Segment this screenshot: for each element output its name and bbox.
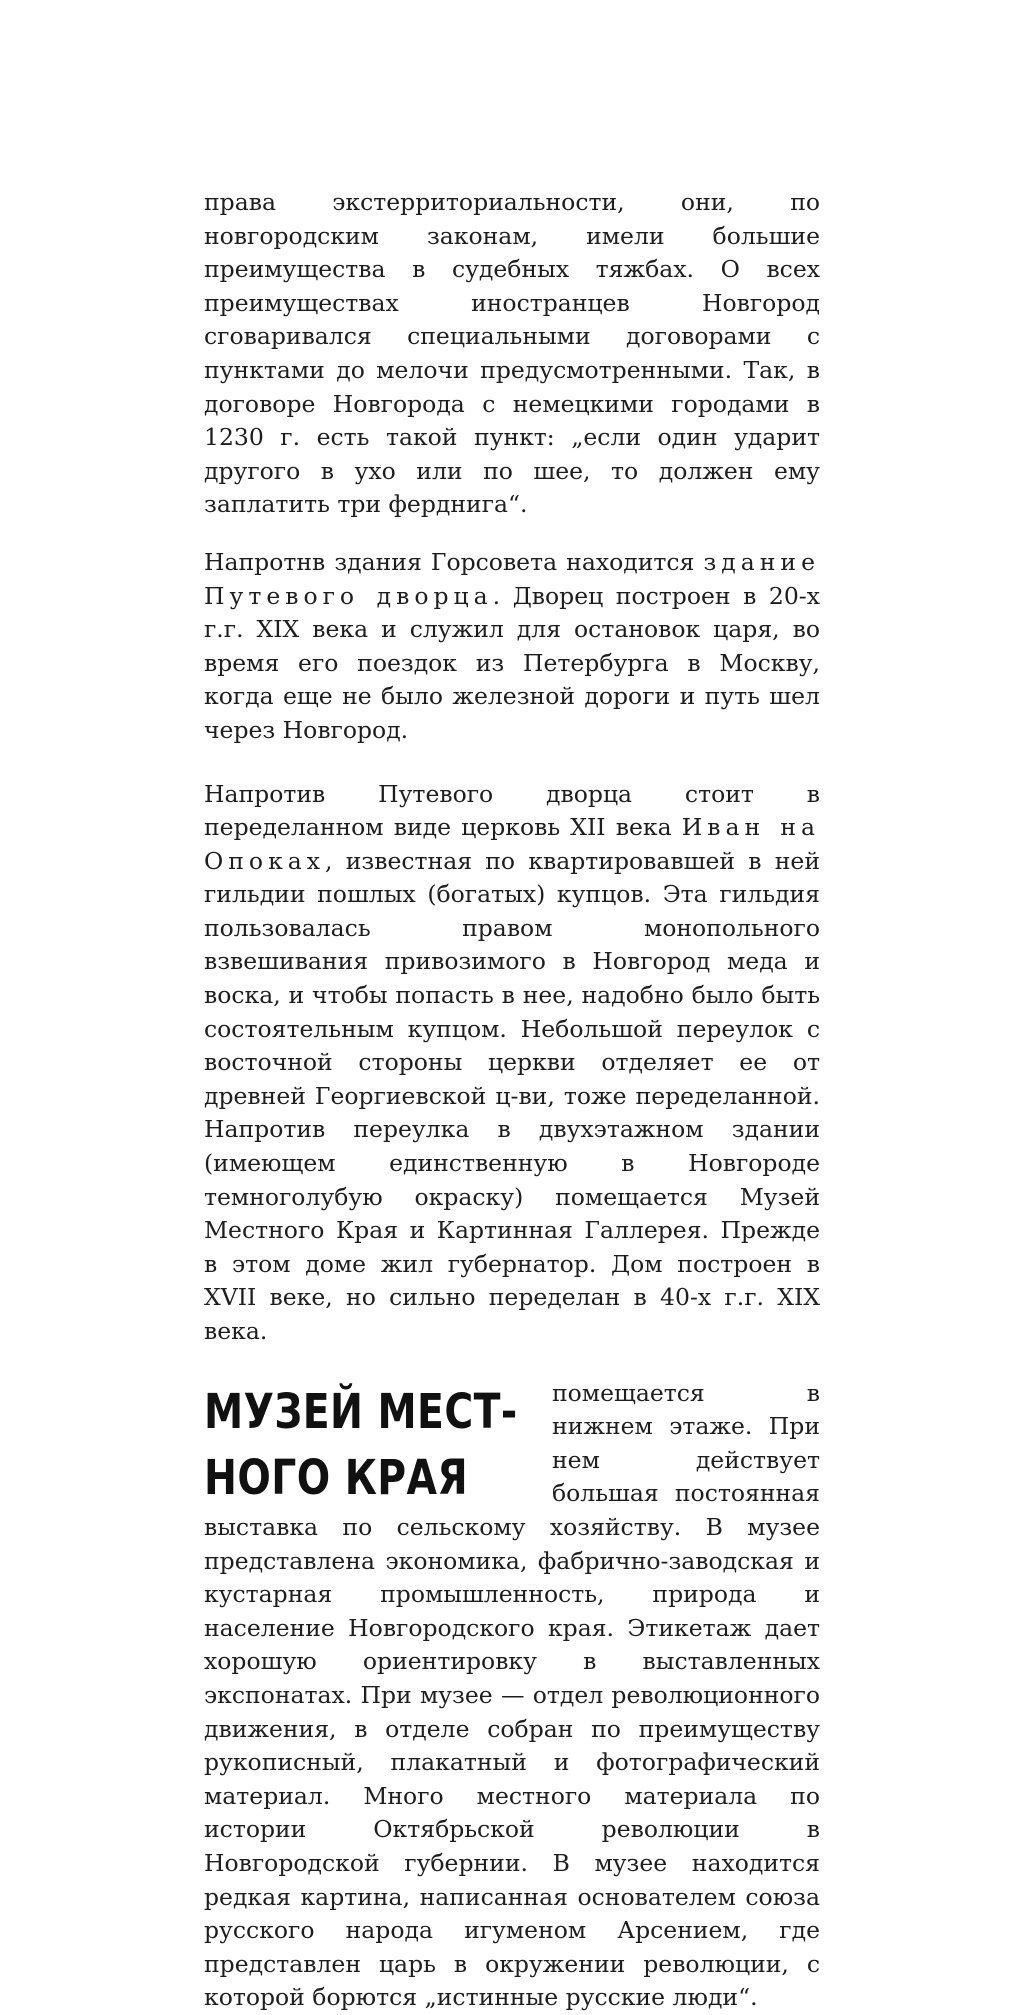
paragraph-church	[204, 778, 820, 1349]
paragraph-museum: помещается в нижнем этаже. При нем действует большая постоянная выставка по сельскому хозяйству. В музее представлена экономика, фабрично-заводская и кустарная промышленность, природа и население Новгородского края. Этикетаж дает хорошую ориентировку в выставленных экспонатах. При музее — отдел революционного движения, в отделе собран по преимуществу рукописный, плакатный и фотографический материал. Много местного материала по истории Октябрьской революции в Новгородской губернии. В музее находится редкая картина, написанная основателем союза русского народа игуменом Арсением, где представлен царь в окружении революции, с которой борются „истинные русские люди“.	[204, 1378, 820, 2012]
text-column	[204, 186, 820, 2015]
paragraph-travel-palace-start: Напротнв здания Горсовета находится	[204, 547, 704, 576]
museum-heading-line-2: НОГО КРАЯ	[204, 1449, 469, 1506]
museum-section	[204, 1377, 820, 2015]
paragraph-foreigners-rights: права экстерриториальности, они, по новгородским законам, имели большие преимущества в судебных тяжбах. О всех преимуществах иностранцев Новгород сговаривался специальными договорами с пунктами до мелочи предусмотренными. Так, в договоре Новгорода с немецкими городами в 1230 г. есть такой пункт: „если один ударит другого в ухо или по шее, то должен ему заплатить три ферднига“.	[204, 188, 820, 519]
museum-heading-line-1: МУЗЕЙ МЕСТ-	[204, 1383, 518, 1440]
travel-palace-name: здание Путевого дворца	[204, 547, 820, 610]
museum-heading	[204, 1379, 518, 1511]
paragraph-church-start: Напротив Путевого дворца стоит в переделанном виде церковь XII века	[204, 779, 820, 842]
paragraph-travel-palace	[204, 546, 820, 748]
church-name: Иван на Опоках	[204, 813, 821, 875]
paragraph-church-end: , известная по квартировавшей в ней гильдии пошлых (богатых) купцов. Эта гильдия пользовалась правом монопольного взвешивания привозимого в Новгород меда и воска, и чтобы попасть в нее, надобно было быть состоятельным купцом. Небольшой переулок с восточной стороны церкви отделяет ее от древней Георгиевской ц-ви, тоже переделанной. Напротив переулка в двухэтажном здании (имеющем единственную в Новгороде темноголубую окраску) помещается Музей Местного Края и Картинная Галлерея. Прежде в этом доме жил губернатор. Дом построен в XVII веке, но сильно переделан в 40-х г.г. XIX века.	[204, 846, 820, 1345]
paragraph-travel-palace-end: . Дворец построен в 20-х г.г. XIX века и служил для остановок царя, во время его поездок из Петербурга в Москву, когда еще не было железной дороги и путь шел через Новгород.	[204, 581, 820, 744]
